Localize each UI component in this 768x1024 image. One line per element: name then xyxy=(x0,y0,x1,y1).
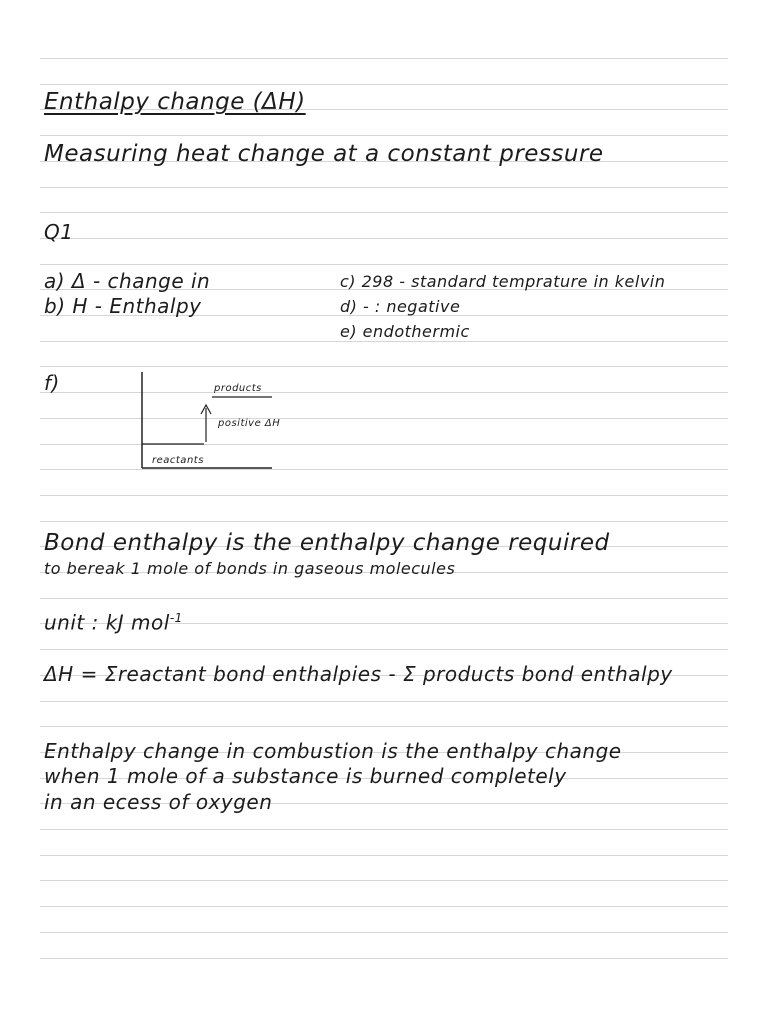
answer-b: b) H - Enthalpy xyxy=(44,294,202,318)
answer-a: a) Δ - change in xyxy=(44,269,211,293)
bond-enthalpy-line-2: to bereak 1 mole of bonds in gaseous molecules xyxy=(44,559,456,578)
answer-d: d) - : negative xyxy=(340,297,461,316)
answer-e: e) endothermic xyxy=(340,322,470,341)
unit-superscript: -1 xyxy=(169,611,183,625)
answer-c: c) 298 - standard temprature in kelvin xyxy=(340,272,666,291)
bond-enthalpy-formula: ΔH = Σreactant bond enthalpies - Σ products bond enthalpy xyxy=(44,662,673,686)
combustion-line-2: when 1 mole of a substance is burned completely xyxy=(44,764,567,788)
question-label: Q1 xyxy=(44,220,74,244)
reactants-label: reactants xyxy=(152,455,204,466)
definition-text: Measuring heat change at a constant pressure xyxy=(44,141,604,167)
unit-text: unit : kJ mol xyxy=(44,610,170,635)
bond-enthalpy-line-1: Bond enthalpy is the enthalpy change required xyxy=(44,530,610,556)
answer-f: f) xyxy=(44,371,60,395)
products-label: products xyxy=(214,383,262,394)
delta-h-label: positive ΔH xyxy=(218,418,281,429)
page-title: Enthalpy change (ΔH) xyxy=(44,89,306,115)
combustion-line-3: in an ecess of oxygen xyxy=(44,790,273,814)
unit-line xyxy=(44,612,183,633)
combustion-line-1: Enthalpy change in combustion is the enthalpy change xyxy=(44,739,622,763)
